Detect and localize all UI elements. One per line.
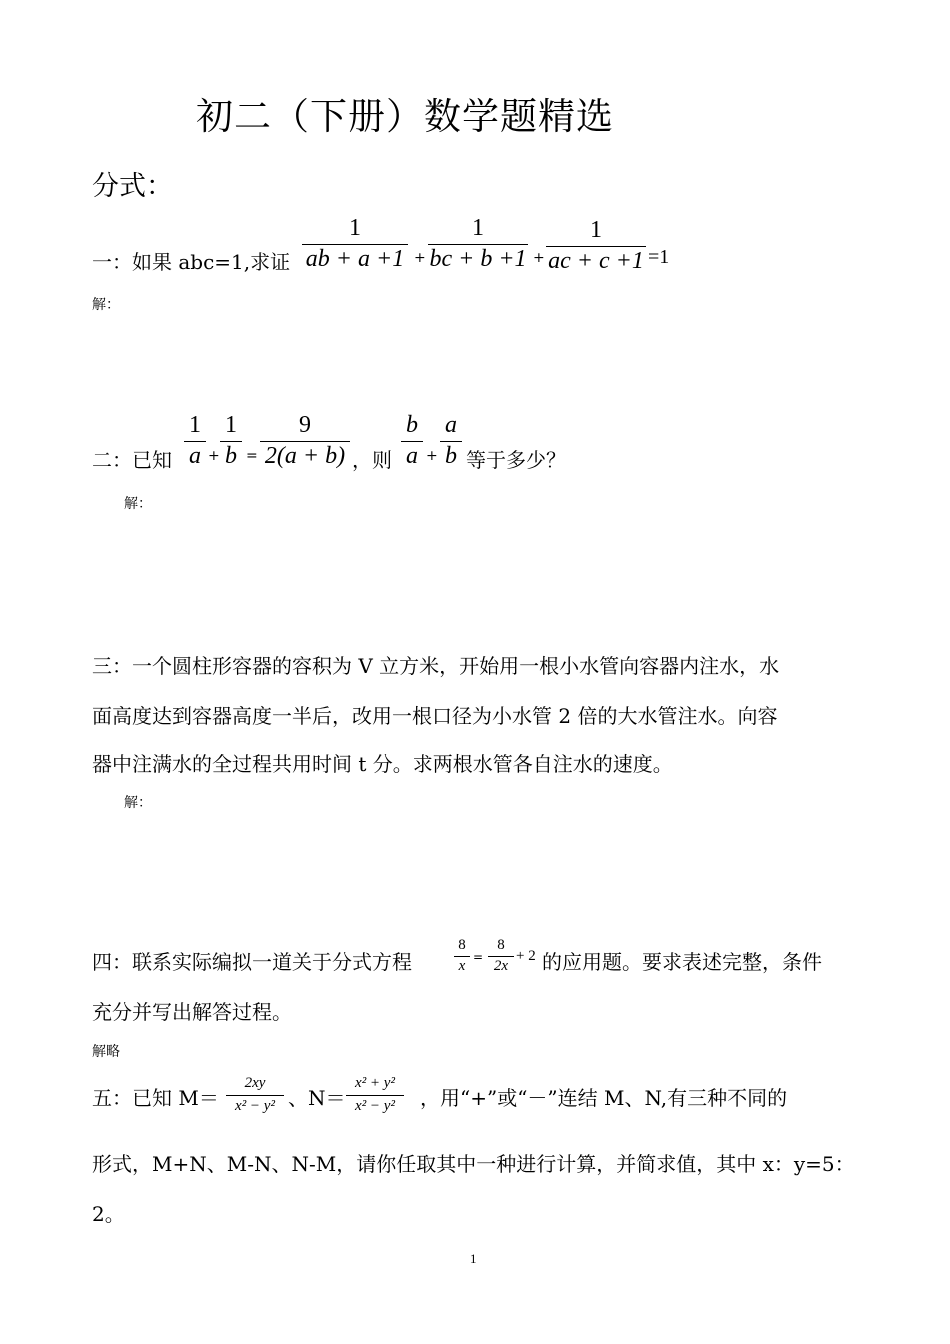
q5-m-denominator: x² − y² <box>235 1098 275 1114</box>
plus-sign: + <box>533 250 545 266</box>
q1-f3-denominator: ac + c +1 <box>548 248 644 274</box>
q1-f2-denominator: bc + b +1 <box>429 246 527 272</box>
q5-fraction-n <box>346 1076 404 1114</box>
section-heading: 分式： <box>92 171 173 202</box>
q5-suffix: ，用“+”或“－”连结 M、N,有三种不同的 <box>420 1086 788 1110</box>
q4-answer-label: 解略 <box>92 1044 120 1060</box>
q1-f1-denominator: ab + a +1 <box>305 246 405 272</box>
q4-suffix: 的应用题。要求表述完整，条件 <box>542 950 822 974</box>
q2-f1-denominator: a <box>189 443 201 469</box>
q4-f1-denominator: x <box>458 958 466 974</box>
q4-f1-numerator: 8 <box>458 937 466 953</box>
q1-f2-numerator: 1 <box>472 215 484 241</box>
page-title: 初二（下册）数学题精选 <box>196 95 614 138</box>
q1-suffix: =1 <box>648 246 670 268</box>
q2-fraction-1 <box>184 413 206 468</box>
q2-prefix: 二：已知 <box>92 448 172 472</box>
q2-fraction-3 <box>260 413 350 468</box>
fraction-bar <box>401 441 423 442</box>
fraction-bar <box>454 956 470 957</box>
q2-f5-numerator: a <box>445 412 457 438</box>
plus-sign: + <box>426 448 438 464</box>
equals-sign: = <box>246 448 258 464</box>
q4-plus-two: + 2 <box>516 948 536 964</box>
q1-fraction-2 <box>428 216 528 271</box>
q2-fraction-2 <box>220 413 242 468</box>
q3-line-2: 面高度达到容器高度一半后，改用一根口径为小水管 2 倍的大水管注水。向容 <box>92 704 778 728</box>
q1-f3-numerator: 1 <box>590 217 602 243</box>
q1-f1-numerator: 1 <box>349 215 361 241</box>
fraction-bar <box>184 441 206 442</box>
fraction-bar <box>440 441 462 442</box>
q4-f2-numerator: 8 <box>497 937 505 953</box>
q1-fraction-1 <box>302 216 408 271</box>
q2-f2-denominator: b <box>225 443 237 469</box>
q5-separator: 、N＝ <box>288 1086 346 1110</box>
q5-prefix: 五：已知 M＝ <box>92 1086 219 1110</box>
fraction-bar <box>260 441 350 442</box>
q2-f1-numerator: 1 <box>189 412 201 438</box>
q4-prefix: 四：联系实际编拟一道关于分式方程 <box>92 950 412 974</box>
q3-line-1: 三：一个圆柱形容器的容积为 V 立方米，开始用一根小水管向容器内注水，水 <box>92 654 780 678</box>
q2-f3-denominator: 2(a + b) <box>264 443 346 469</box>
q4-fraction-1 <box>454 938 470 974</box>
q5-m-numerator: 2xy <box>244 1075 266 1091</box>
q5-line-2: 形式，M+N、M-N、N-M，请你任取其中一种进行计算，并简求值，其中 x：y=5： <box>92 1152 855 1176</box>
fraction-bar <box>428 244 528 245</box>
fraction-bar <box>226 1095 284 1096</box>
q4-f2-denominator: 2x <box>493 958 509 974</box>
fraction-bar <box>302 244 408 245</box>
q5-line-3: 2。 <box>92 1202 125 1226</box>
q2-f5-denominator: b <box>445 443 457 469</box>
q2-f2-numerator: 1 <box>225 412 237 438</box>
fraction-bar <box>346 1095 404 1096</box>
q3-line-3: 器中注满水的全过程共用时间 t 分。求两根水管各自注水的速度。 <box>92 752 673 776</box>
q1-fraction-3 <box>546 218 646 273</box>
q2-answer-label: 解： <box>124 496 152 512</box>
fraction-bar <box>220 441 242 442</box>
fraction-bar <box>546 246 646 247</box>
q2-fraction-4 <box>401 413 423 468</box>
q2-f3-numerator: 9 <box>299 412 311 438</box>
q5-n-denominator: x² − y² <box>355 1098 395 1114</box>
q5-n-numerator: x² + y² <box>355 1075 395 1091</box>
q4-fraction-2 <box>488 938 514 974</box>
plus-sign: + <box>208 448 220 464</box>
q2-f4-denominator: a <box>406 443 418 469</box>
q3-answer-label: 解： <box>124 795 152 811</box>
fraction-bar <box>488 956 514 957</box>
q1-prefix: 一：如果 abc=1,求证 <box>92 250 291 274</box>
q2-f4-numerator: b <box>406 412 418 438</box>
page-number: 1 <box>470 1251 477 1266</box>
q2-fraction-5 <box>440 413 462 468</box>
q1-answer-label: 解： <box>92 297 120 313</box>
q5-fraction-m <box>226 1076 284 1114</box>
equals-sign: = <box>473 950 484 964</box>
q2-suffix: 等于多少？ <box>466 448 566 472</box>
q2-mid: ，则 <box>352 448 392 472</box>
q4-line-2: 充分并写出解答过程。 <box>92 1000 292 1024</box>
plus-sign: + <box>414 250 426 266</box>
